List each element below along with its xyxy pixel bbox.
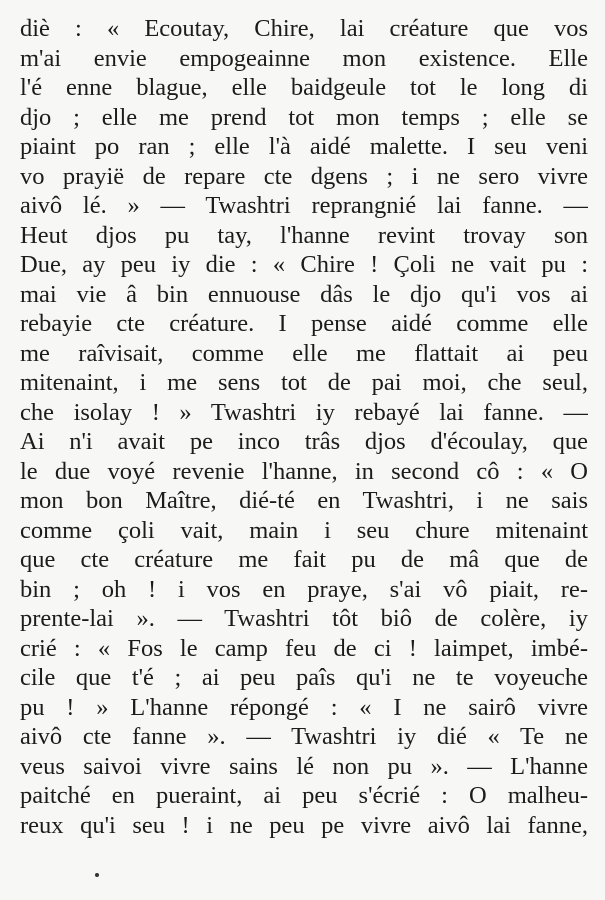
text-line: Ai n'i avait pe inco trâs djos d'écoulay, que	[20, 428, 588, 455]
text-line: me raîvisait, comme elle me flattait ai peu	[20, 339, 588, 367]
text-line: aivô lé. » — Twashtri reprangnié lai fanne. —	[20, 192, 588, 219]
body-text	[20, 14, 588, 840]
text-line: che isolay ! » Twashtri iy rebayé lai fanne. —	[20, 398, 588, 426]
text-line: pu ! » L'hanne répongé : « I ne sairô vivre	[20, 693, 588, 721]
text-line: m'ai envie empogeainne mon existence. Elle	[20, 44, 588, 72]
text-line: mon bon Maître, dié-té en Twashtri, i ne sais	[20, 487, 588, 514]
text-line: que cte créature me fait pu de mâ que de	[20, 546, 588, 573]
text-line: vo prayië de repare cte dgens ; i ne sero vivre	[20, 162, 588, 190]
text-line: comme çoli vait, main i seu chure mitenaint	[20, 516, 588, 544]
text-line: l'é enne blague, elle baidgeule tot le long di	[20, 74, 588, 101]
text-line: prente-lai ». — Twashtri tôt biô de colère, iy	[20, 605, 588, 632]
text-line: djo ; elle me prend tot mon temps ; elle se	[20, 103, 588, 131]
ink-speck	[95, 873, 99, 877]
text-line: mai vie â bin ennuouse dâs le djo qu'i vos ai	[20, 280, 588, 308]
text-line: crié : « Fos le camp feu de ci ! laimpet, imbé-	[20, 634, 588, 662]
text-line: Heut djos pu tay, l'hanne revint trovay son	[20, 221, 588, 249]
text-line: rebayie cte créature. I pense aidé comme elle	[20, 310, 588, 337]
text-line: reux qu'i seu ! i ne peu pe vivre aivô lai fanne,	[20, 811, 588, 839]
text-line: bin ; oh ! i vos en praye, s'ai vô piait, re-	[20, 575, 588, 603]
text-line: paitché en pueraint, ai peu s'écrié : O malheu-	[20, 782, 588, 809]
text-line: piaint po ran ; elle l'à aidé malette. I seu veni	[20, 133, 588, 160]
text-line: veus saivoi vivre sains lé non pu ». — L'hanne	[20, 752, 588, 780]
text-line: aivô cte fanne ». — Twashtri iy dié « Te ne	[20, 723, 588, 750]
text-line: cile que t'é ; ai peu paîs qu'i ne te voyeuche	[20, 664, 588, 691]
text-line: Due, ay peu iy die : « Chire ! Çoli ne vait pu :	[20, 251, 588, 278]
text-line: le due voyé revenie l'hanne, in second cô : « O	[20, 457, 588, 485]
text-line: diè : « Ecoutay, Chire, lai créature que vos	[20, 15, 588, 42]
text-line: mitenaint, i me sens tot de pai moi, che seul,	[20, 369, 588, 396]
